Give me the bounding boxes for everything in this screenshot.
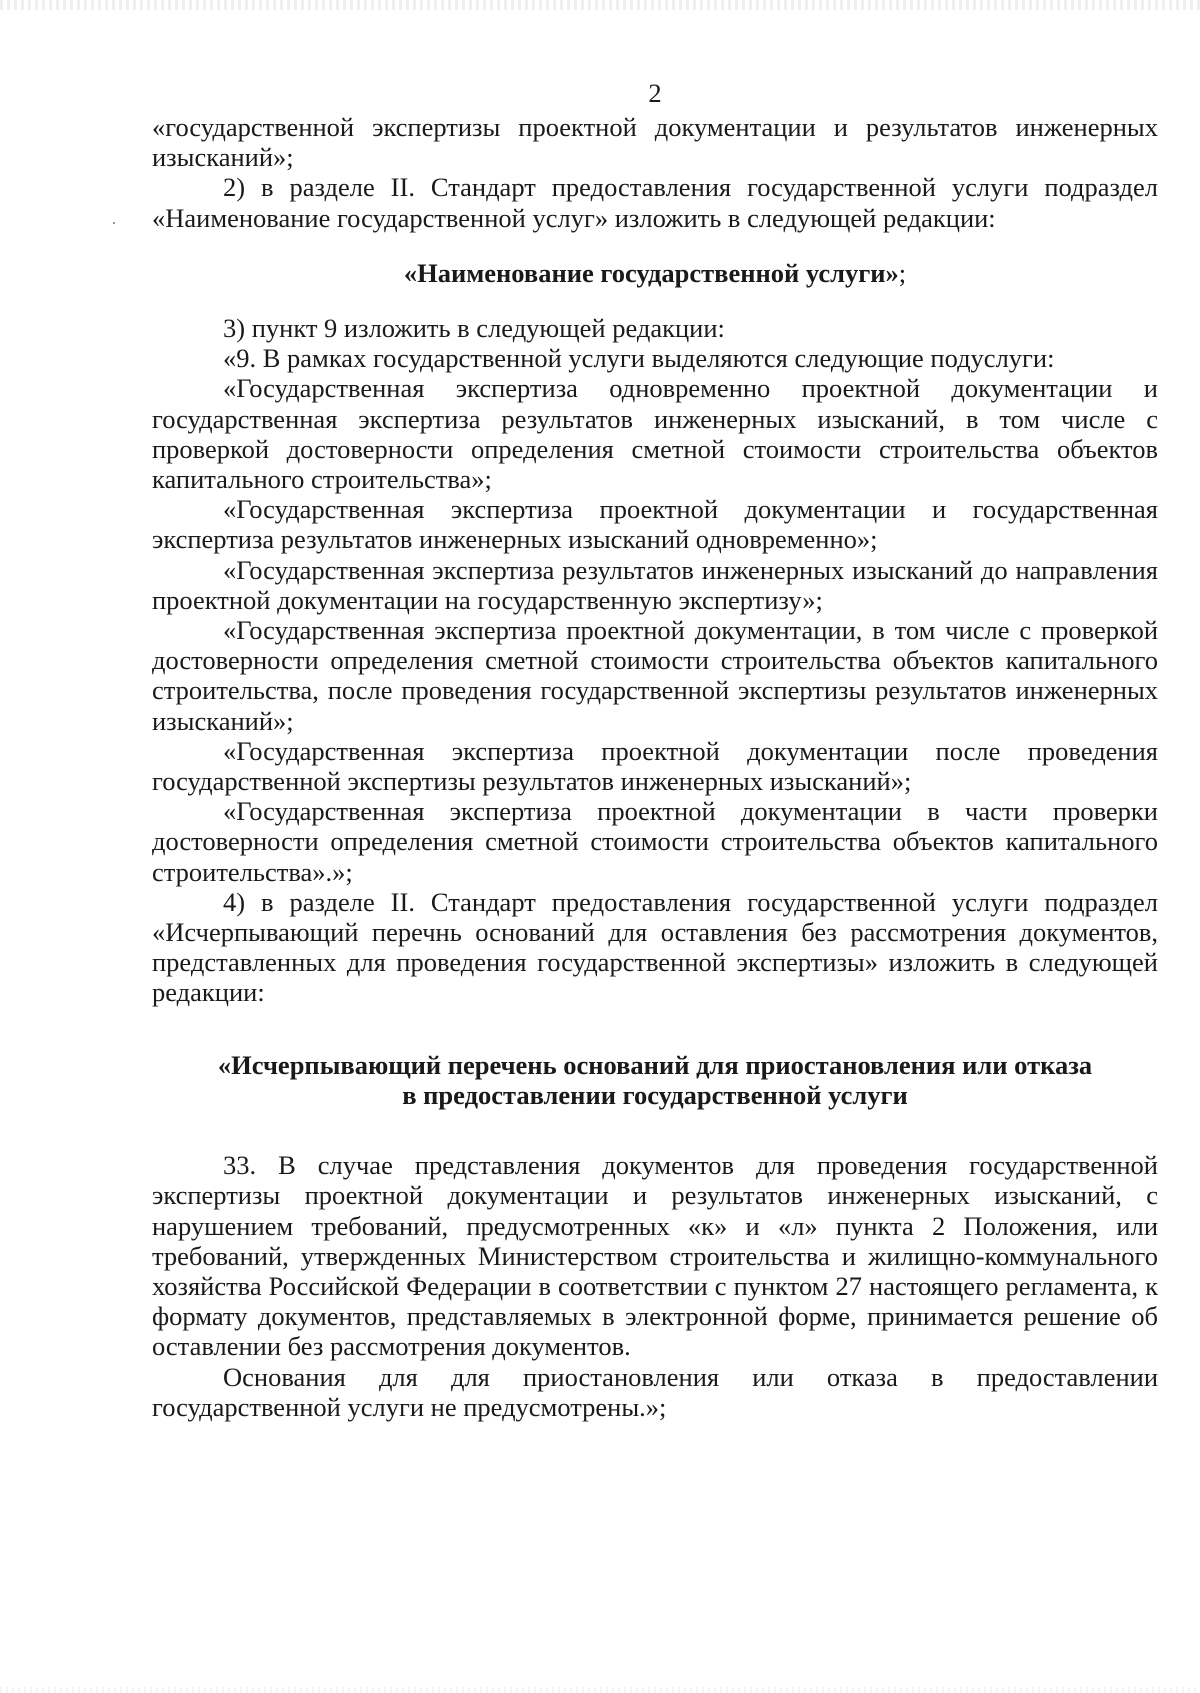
paragraph-11: 4) в разделе II. Стандарт предоставления государственной услуги подраздел «Исчерпывающий перечнь оснований для оставления без рассмотрения документов, представленных для проведения государственной экспертизы» изложить в следующей редакции:: [152, 886, 1158, 1008]
scan-speck: [113, 222, 115, 224]
heading-service-name-text: «Наименование государственной услуги»: [403, 257, 899, 288]
paragraph-10: «Государственная экспертиза проектной документации в части проверки достоверности определения сметной стоимости строительства объектов капитального строительства».»;: [152, 796, 1158, 887]
paragraph-2: 2) в разделе II. Стандарт предоставления государственной услуги подраздел «Наименование государственной услуг» изложить в следующей редакции:: [152, 172, 1158, 233]
heading-grounds-line-1: «Исчерпывающий перечень оснований для приостановления или отказа: [217, 1049, 1093, 1080]
paragraph-4: «9. В рамках государственной услуги выделяются следующие подуслуги:: [223, 343, 1055, 374]
paragraph-1: «государственной экспертизы проектной документации и результатов инженерных изысканий»;: [152, 112, 1158, 173]
paragraph-13: Основания для для приостановления или отказа в предоставлении государственной услуги не предусмотрены.»;: [152, 1361, 1158, 1422]
heading-service-name-tail: ;: [898, 257, 907, 288]
paragraph-6: «Государственная экспертиза проектной документации и государственная экспертиза результатов инженерных изысканий одновременно»;: [152, 494, 1158, 555]
paragraph-7: «Государственная экспертиза результатов инженерных изысканий до направления проектной документации на государственную экспертизу»;: [152, 554, 1158, 615]
scan-top-edge: [0, 0, 1200, 10]
scan-bottom-edge: [0, 1687, 1200, 1693]
paragraph-12: 33. В случае представления документов для проведения государственной экспертизы проектной документации и результатов инженерных изысканий, с нарушением требований, предусмотренных «к» и «л» пункта 2 Положения, или требований, утвержденных Министерством строительства и жилищно-коммунального хозяйства Российской Федерации в соответствии с пунктом 27 настоящего регламента, к формату документов, представляемых в электронной форме, принимается решение об оставлении без рассмотрения документов.: [152, 1150, 1158, 1362]
document-page: [152, 78, 1158, 1422]
heading-grounds-list: [152, 1050, 1158, 1110]
paragraph-5: «Государственная экспертиза одновременно проектной документации и государственная экспертиза результатов инженерных изысканий, в том числе с проверкой достоверности определения сметной стоимости строительства объектов капитального строительства»;: [152, 373, 1158, 495]
heading-grounds-line-2: в предоставлении государственной услуги: [402, 1079, 908, 1110]
paragraph-9: «Государственная экспертиза проектной документации после проведения государственной экспертизы результатов инженерных изысканий»;: [152, 735, 1158, 797]
paragraph-8: «Государственная экспертиза проектной документации, в том числе с проверкой достоверности определения сметной стоимости строительства объектов капитального строительства, после проведения государственной экспертизы результатов инженерных изысканий»;: [152, 615, 1158, 736]
heading-service-name: [152, 258, 1158, 288]
page-number: 2: [648, 78, 662, 108]
paragraph-3: 3) пункт 9 изложить в следующей редакции:: [223, 313, 725, 344]
